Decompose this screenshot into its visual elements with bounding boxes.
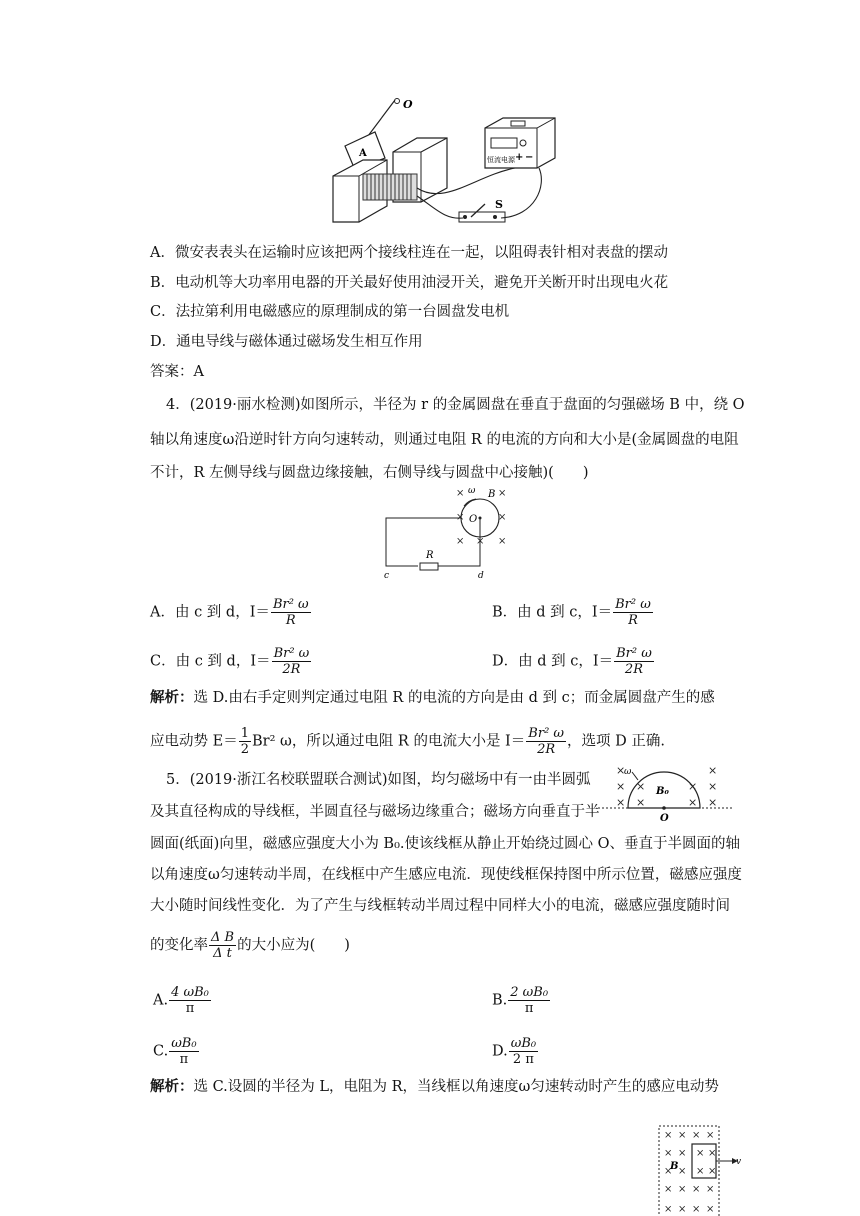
q4-circuit-figure: [380, 484, 515, 582]
svg-text:×: ×: [664, 1166, 673, 1177]
q4-solution-line2: 应电动势 E＝ $\frac{1}{2}$ Br² ω，所以通过电阻 R 的电流大小是 I＝ $\frac{\text{Br² ω}}{2R}$ ，选项 D 正确.: [150, 726, 665, 757]
q5-stem-line3: 圆面(纸面)向里，磁感应强度大小为 B₀.使该线框从静止开始绕过圆心 O、垂直于半圆面的轴: [150, 836, 740, 852]
minus-terminal: −: [525, 152, 534, 163]
svg-text:×: ×: [616, 764, 626, 777]
q3-option-d: D．通电导线与磁体通过磁场发生相互作用: [150, 334, 423, 350]
label-S: S: [495, 198, 503, 211]
svg-text:×: ×: [498, 512, 507, 523]
svg-text:×: ×: [706, 1184, 715, 1195]
c-label: c: [384, 571, 390, 581]
svg-text:×: ×: [688, 796, 698, 809]
q3-option-c: C．法拉第利用电磁感应的原理制成的第一台圆盘发电机: [150, 304, 510, 320]
svg-text:×: ×: [616, 796, 626, 809]
q4-option-d: D．由 d 到 c，I＝ $\frac{\text{Br² ω}}{2R}$: [492, 646, 652, 677]
svg-text:×: ×: [456, 488, 465, 499]
q4-option-c: C．由 c 到 d，I＝ $\frac{\text{Br² ω}}{2R}$: [150, 646, 310, 677]
svg-text:×: ×: [678, 1130, 687, 1141]
svg-text:×: ×: [688, 780, 698, 793]
o-label: O: [469, 514, 478, 525]
svg-text:×: ×: [664, 1130, 673, 1141]
svg-text:×: ×: [706, 1204, 715, 1215]
device-label: 恒流电源: [487, 156, 515, 164]
svg-text:×: ×: [476, 536, 485, 547]
svg-text:×: ×: [706, 1130, 715, 1141]
svg-text:×: ×: [678, 1184, 687, 1195]
svg-text:×: ×: [664, 1148, 673, 1159]
svg-text:×: ×: [692, 1204, 701, 1215]
svg-text:×: ×: [696, 1166, 705, 1177]
omega-label: ω: [624, 767, 632, 777]
q5-option-a: A. $\frac{\text{4 ωB₀}}{\pi}$: [153, 985, 209, 1016]
top-apparatus-figure: [325, 96, 565, 228]
q4-solution-line1: 解析：选 D.由右手定则判定通过电阻 R 的电流的方向是由 d 到 c；而金属圆盘产生的感: [150, 689, 715, 706]
svg-text:×: ×: [692, 1130, 701, 1141]
q3-option-b: B．电动机等大功率用电器的开关最好使用油浸开关，避免开关断开时出现电火花: [150, 275, 669, 291]
b0-label: B₀: [656, 786, 669, 797]
q5-solution-line1: 解析：选 C.设圆的半径为 L，电阻为 R，当线框以角速度ω匀速转动时产生的感应电动势: [150, 1078, 719, 1095]
q5-option-d: D. $\frac{\text{ωB₀}}{2 \pi}$: [492, 1036, 537, 1067]
svg-text:×: ×: [708, 796, 718, 809]
svg-text:×: ×: [636, 796, 646, 809]
svg-text:×: ×: [636, 780, 646, 793]
q4-stem-line1: 4．(2019·丽水检测)如图所示，半径为 r 的金属圆盘在垂直于盘面的匀强磁场 B 中，绕 O: [166, 397, 745, 413]
svg-text:×: ×: [678, 1204, 687, 1215]
svg-text:×: ×: [664, 1204, 673, 1215]
o-label: O: [660, 813, 669, 822]
bottom-field-figure: [656, 1124, 746, 1216]
b-label: B: [670, 1161, 679, 1172]
q4-stem-line2: 轴以角速度ω沿逆时针方向匀速转动，则通过电阻 R 的电流的方向和大小是(金属圆盘的电阻: [150, 432, 739, 448]
q5-option-c: C. $\frac{\text{ωB₀}}{\pi}$: [153, 1036, 197, 1067]
q5-semicircle-figure: [598, 760, 733, 822]
label-A: A: [359, 148, 367, 159]
svg-text:×: ×: [692, 1184, 701, 1195]
q3-answer: 答案：A: [150, 364, 204, 380]
svg-text:×: ×: [708, 780, 718, 793]
svg-text:×: ×: [678, 1166, 687, 1177]
q5-stem-line1: 5．(2019·浙江名校联盟联合测试)如图，均匀磁场中有一由半圆弧: [166, 772, 591, 788]
b-label: B: [488, 489, 496, 500]
svg-text:×: ×: [708, 1166, 717, 1177]
q5-stem-line6: 的变化率 $\frac{\text{Δ B}}{\text{Δ t}}$ 的大小应为( ): [150, 930, 350, 961]
svg-text:×: ×: [708, 764, 718, 777]
q4-option-a: A．由 c 到 d，I＝ $\frac{\text{Br² ω}}{R}$: [150, 597, 309, 628]
svg-text:×: ×: [696, 1148, 705, 1159]
svg-text:×: ×: [708, 1148, 717, 1159]
q5-stem-line4: 以角速度ω匀速转动半周，在线框中产生感应电流．现使线框保持图中所示位置，磁感应强度: [150, 867, 742, 883]
q5-stem-line5: 大小随时间线性变化．为了产生与线框转动半周过程中同样大小的电流，磁感应强度随时间: [150, 898, 730, 914]
svg-text:×: ×: [664, 1184, 673, 1195]
svg-text:×: ×: [616, 780, 626, 793]
omega-label: ω: [468, 486, 476, 496]
q5-stem-line2: 及其直径构成的导线框，半圆直径与磁场边缘重合；磁场方向垂直于半: [150, 804, 600, 820]
svg-text:×: ×: [456, 536, 465, 547]
svg-text:×: ×: [498, 536, 507, 547]
svg-text:×: ×: [456, 512, 465, 523]
q4-stem-line3: 不计，R 左侧导线与圆盘边缘接触，右侧导线与圆盘中心接触)( ): [150, 465, 589, 481]
plus-terminal: +: [515, 152, 524, 163]
r-label: R: [426, 550, 434, 561]
label-O: O: [403, 98, 413, 111]
v-label: v: [736, 1157, 742, 1167]
q3-option-a: A．微安表表头在运输时应该把两个接线柱连在一起，以阻碍表针相对表盘的摆动: [150, 245, 668, 261]
q4-option-b: B．由 d 到 c，I＝ $\frac{\text{Br² ω}}{R}$: [492, 597, 651, 628]
q5-option-b: B. $\frac{\text{2 ωB₀}}{\pi}$: [492, 985, 549, 1016]
svg-text:×: ×: [498, 488, 507, 499]
svg-text:×: ×: [678, 1148, 687, 1159]
d-label: d: [478, 571, 484, 581]
